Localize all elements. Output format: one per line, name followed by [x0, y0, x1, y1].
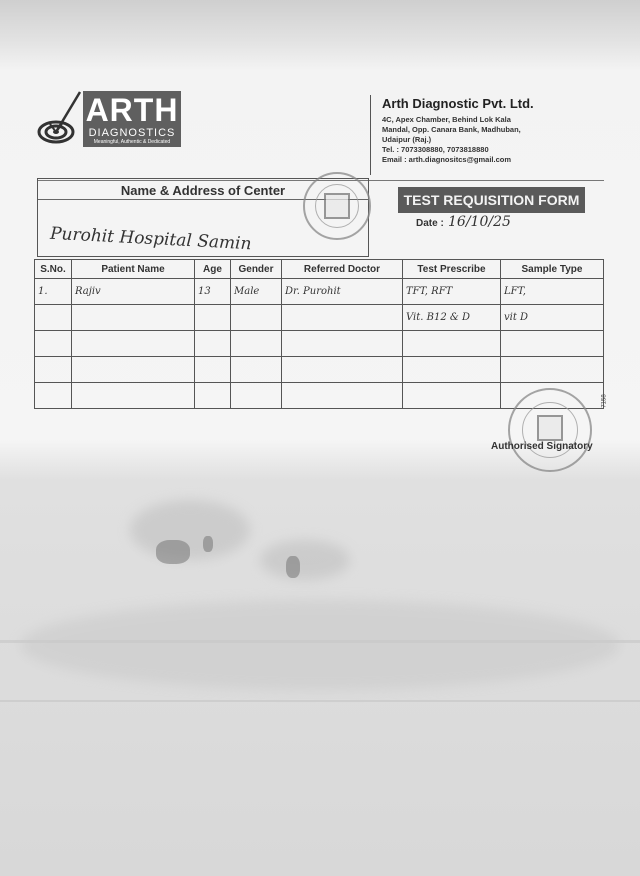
cell-test-prescribe: Vit. B12 & D — [403, 305, 501, 331]
cell-empty — [501, 357, 604, 383]
company-email: Email : arth.diagnositcs@gmail.com — [382, 155, 512, 164]
logo-main-text: ARTH — [85, 92, 179, 128]
target-logo-icon — [36, 88, 86, 150]
date-value: 16/10/25 — [448, 214, 511, 230]
paper-crease — [0, 640, 640, 643]
ink-blot — [286, 556, 300, 578]
cell-empty — [231, 357, 282, 383]
cell-gender: Male — [231, 279, 282, 305]
cell-sno: 1. — [35, 279, 72, 305]
cell-referred-doctor: Dr. Purohit — [282, 279, 403, 305]
cell-empty — [403, 357, 501, 383]
table-row — [35, 305, 604, 331]
cell-empty — [403, 383, 501, 409]
cell-age — [195, 305, 231, 331]
paper-crease — [0, 700, 640, 702]
cell-empty — [195, 357, 231, 383]
header-divider — [370, 95, 371, 175]
cell-sno — [35, 305, 72, 331]
requisition-table — [34, 259, 604, 409]
cell-empty — [501, 331, 604, 357]
signatory-stamp — [508, 388, 592, 472]
table-row — [35, 331, 604, 357]
ink-blot — [203, 536, 213, 552]
logo-sub-text: DIAGNOSTICS — [88, 127, 176, 139]
cell-empty — [231, 331, 282, 357]
scan-smudge — [20, 600, 620, 690]
date-label: Date : — [416, 218, 444, 229]
cell-patient-name: Rajiv — [72, 279, 195, 305]
company-name: Arth Diagnostic Pvt. Ltd. — [382, 96, 534, 111]
cell-patient-name — [72, 305, 195, 331]
cell-empty — [403, 331, 501, 357]
table-row — [35, 357, 604, 383]
cell-sample-type: vit D — [501, 305, 604, 331]
form-serial-number: 7158 — [601, 394, 608, 408]
column-header: Sample Type — [501, 260, 604, 279]
column-header: Age — [195, 260, 231, 279]
column-header: Referred Doctor — [282, 260, 403, 279]
cell-gender — [231, 305, 282, 331]
table-header-row — [35, 260, 604, 279]
cell-empty — [35, 357, 72, 383]
address-line: Udaipur (Raj.) — [382, 135, 432, 144]
cell-sample-type: LFT, — [501, 279, 604, 305]
column-header: Test Prescribe — [403, 260, 501, 279]
cell-empty — [72, 383, 195, 409]
authorised-signatory-label: Authorised Signatory — [491, 441, 593, 452]
cell-empty — [35, 331, 72, 357]
cell-empty — [72, 357, 195, 383]
company-phone: Tel. : 7073308880, 7073818880 — [382, 145, 489, 154]
column-header: Gender — [231, 260, 282, 279]
cell-empty — [195, 383, 231, 409]
ink-blot — [156, 540, 190, 564]
scan-smudge — [130, 500, 250, 560]
center-name-handwritten: Purohit Hospital Samin — [49, 223, 252, 255]
cell-empty — [282, 383, 403, 409]
cell-age: 13 — [195, 279, 231, 305]
company-address — [382, 115, 552, 165]
cell-test-prescribe: TFT, RFT — [403, 279, 501, 305]
center-title: Name & Address of Center — [120, 183, 286, 198]
stamp-emblem-icon — [537, 415, 563, 441]
cell-empty — [195, 331, 231, 357]
address-line: 4C, Apex Chamber, Behind Lok Kala — [382, 115, 511, 124]
address-line: Mandal, Opp. Canara Bank, Madhuban, — [382, 125, 521, 134]
company-logo — [83, 91, 181, 147]
cell-referred-doctor — [282, 305, 403, 331]
cell-empty — [282, 331, 403, 357]
cell-empty — [72, 331, 195, 357]
cell-empty — [282, 357, 403, 383]
form-title: TEST REQUISITION FORM — [398, 187, 585, 213]
hospital-stamp — [303, 172, 371, 240]
scan-smudge — [260, 540, 350, 580]
column-header: Patient Name — [72, 260, 195, 279]
stamp-emblem-icon — [324, 193, 350, 219]
cell-empty — [35, 383, 72, 409]
cell-empty — [231, 383, 282, 409]
column-header: S.No. — [35, 260, 72, 279]
logo-tagline: Meaningful, Authentic & Dedicated — [93, 139, 171, 145]
table-row — [35, 279, 604, 305]
